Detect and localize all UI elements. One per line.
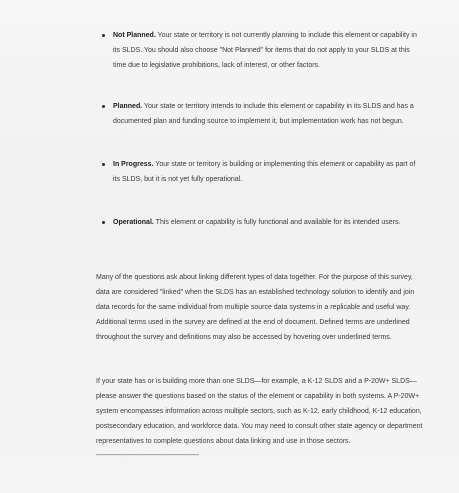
list-item-planned xyxy=(100,99,420,129)
term-planned: Planned. xyxy=(113,103,143,110)
list-item-in-progress xyxy=(100,157,420,187)
definition-in-progress: Your state or territory is building or implementing this element or capability as part of its SLDS, but it is not yet fully operational. xyxy=(113,161,416,183)
multiple-slds-paragraph: If your state has or is building more than one SLDS—for example, a K-12 SLDS and a P-20W+ SLDS—please answer the questions based on the status of the element or capability in both systems. A P-20W+ system encompasses information across multiple sectors, such as K-12, early childhood, K-12 education, postsecondary education, and workforce data. You may need to consult other state agency or department representatives to complete questions about data linking and use in those sectors. xyxy=(96,378,423,445)
definition-planned: Your state or territory intends to include this element or capability in its SLDS and has a documented plan and funding source to implement it, but implementation work has not begun. xyxy=(113,103,414,125)
linking-data-paragraph: Many of the questions ask about linking different types of data together. For the purpose of this survey, data are considered "linked" when the SLDS has an established technology solution to identify and join data records for the same individual from multiple source data systems in a replicable and useful way. Additional terms used in the survey are defined at the end of document. Defined terms are underlined throughout the survey and definitions may also be accessed by hovering over underlined terms. xyxy=(96,274,415,341)
status-definitions-list xyxy=(100,28,420,245)
bullet-icon xyxy=(102,105,105,108)
section-divider: -------------------------------------------------------- xyxy=(96,452,199,459)
bullet-icon xyxy=(102,34,105,37)
term-not-planned: Not Planned. xyxy=(113,32,156,39)
list-item-not-planned xyxy=(100,28,420,72)
term-operational: Operational. xyxy=(113,219,154,226)
definition-not-planned: Your state or territory is not currently planning to include this element or capability in its SLDS. You should also choose "Not Planned" for items that do not apply to your SLDS at this time due to legislative prohibitions, lack of interest, or other factors. xyxy=(113,32,417,69)
definition-operational: This element or capability is fully functional and available for its intended users. xyxy=(155,219,401,226)
bullet-icon xyxy=(102,221,105,224)
bullet-icon xyxy=(102,163,105,166)
term-in-progress: In Progress. xyxy=(113,161,154,168)
list-item-operational xyxy=(100,215,420,245)
